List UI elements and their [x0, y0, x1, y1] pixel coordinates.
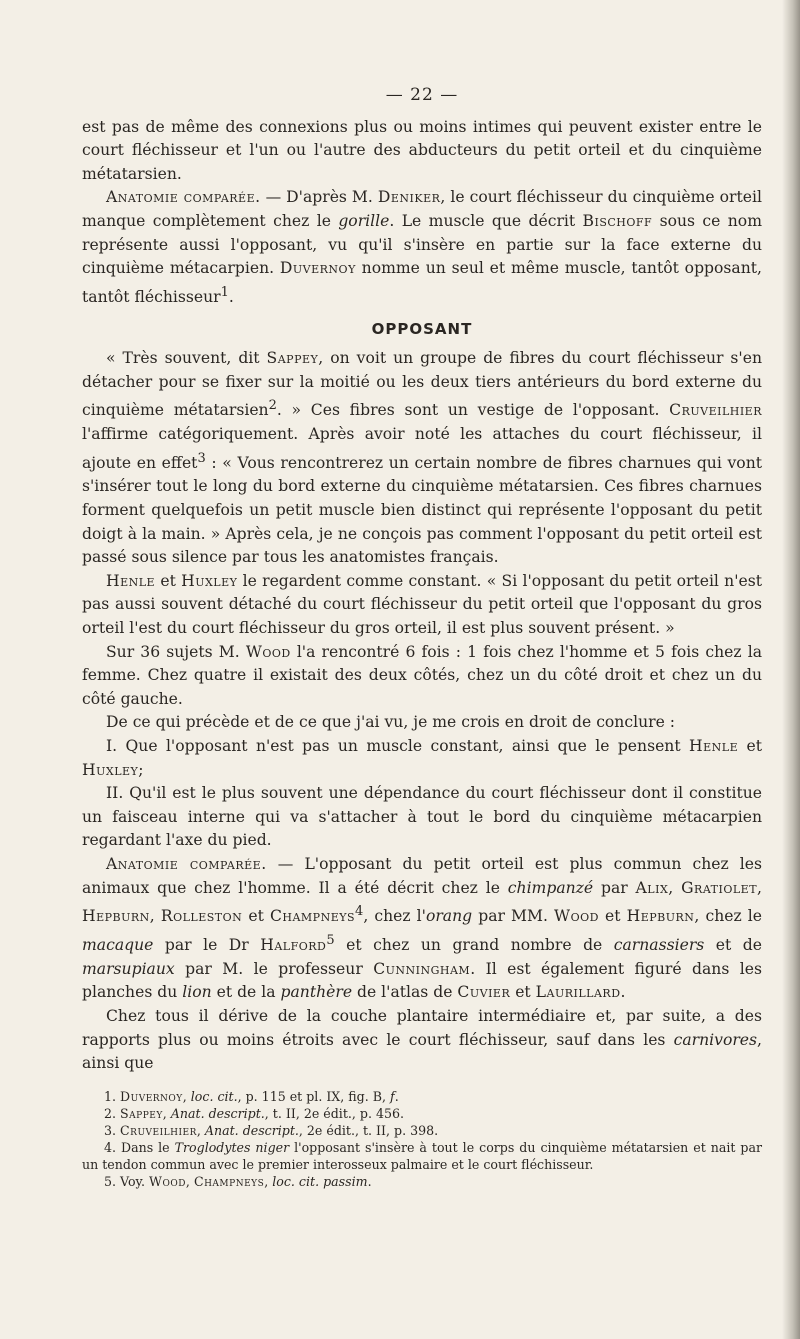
footnote-4	[82, 1139, 762, 1173]
author-name: Henle	[689, 737, 739, 755]
author-name: Duvernoy	[279, 259, 356, 278]
text: et	[242, 907, 270, 926]
page-edge-shadow	[782, 0, 800, 1339]
text: nomme un seul et même muscle, tantôt opposant, tantôt fléchisseur	[82, 259, 762, 306]
text: sous ce nom représente aussi l'opposant, vu qu'il s'insère en partie sur la face externe du cinquième métacarpien.	[82, 211, 762, 278]
author-name: Hepburn	[82, 907, 150, 926]
paragraph-last	[82, 1005, 762, 1076]
author-name: Laurillard	[535, 983, 621, 1002]
text: , chez l'	[363, 907, 426, 926]
text: par le Dr	[153, 936, 261, 955]
footnote-number: 4.	[104, 1139, 121, 1155]
species-name: lion	[182, 983, 212, 1002]
paragraph-anatomie-comparee-2	[82, 853, 762, 1005]
text: et	[738, 737, 762, 755]
text: , t. II, 2e édit., p. 456.	[264, 1105, 405, 1121]
text: , p. 115 et pl. IX, fig. B,	[237, 1088, 391, 1104]
author-name: Hepburn	[626, 907, 695, 926]
citation: loc. cit.	[190, 1088, 238, 1104]
species-name: gorille	[338, 211, 390, 230]
page-number: — 22 —	[385, 85, 459, 105]
text: — D'après M.	[260, 188, 378, 207]
text: Chez tous il dérive de la couche plantaire intermédiaire et, par suite, a des rapports plus ou moins étroits avec le court fléchisseur, sauf dans les	[82, 1006, 762, 1049]
text: Sur 36 sujets M.	[106, 642, 246, 661]
text: .	[620, 983, 626, 1002]
text: .	[367, 1173, 372, 1189]
species-name: marsupiaux	[82, 959, 175, 978]
text: , chez le	[694, 907, 762, 926]
text: — L'opposant du petit orteil est plus commun chez les animaux que chez l'homme. Il a été décrit chez le	[82, 854, 763, 897]
author-name: Duvernoy	[120, 1088, 183, 1104]
paragraph-conclusion-ii: II. Qu'il est le plus souvent une dépendance du court fléchisseur dont il constitue un faisceau interne qui va s'attacher à tout le bord du cinquième métacarpien regardant l'axe du pied.	[82, 784, 762, 850]
text: l'opposant s'insère à tout le corps du cinquième métatarsien et nait par un tendon commun avec le premier interosseux palmaire et le court fléchisseur.	[82, 1139, 762, 1172]
author-name: Alix	[635, 878, 669, 897]
author-name: Cruveilhier	[669, 401, 762, 420]
author-name: Halford	[260, 936, 327, 955]
footnotes	[82, 1088, 762, 1190]
author-name: Sappey	[120, 1105, 163, 1121]
author-name: Cruveilhier	[120, 1122, 197, 1138]
footnote-2	[82, 1105, 762, 1122]
paragraph-intro: est pas de même des connexions plus ou moins intimes qui peuvent exister entre le court fléchisseur et l'un ou l'autre des abducteurs du petit orteil et du cinquième métatarsien.	[82, 117, 762, 183]
text: Dans le	[121, 1139, 175, 1155]
text: , le court fléchisseur du cinquième orteil manque complètement chez le	[82, 188, 762, 230]
footnote-ref: 2	[268, 398, 277, 414]
footnote-number: 2.	[104, 1105, 121, 1121]
text: ,	[149, 907, 161, 926]
text: , ainsi que	[82, 1030, 762, 1073]
footnote-1	[82, 1088, 762, 1105]
text: , 2e édit., t. II, p. 398.	[298, 1122, 439, 1138]
text: ,	[264, 1173, 273, 1189]
text: par	[593, 878, 636, 897]
text: et	[510, 983, 536, 1002]
footnote-3	[82, 1122, 762, 1139]
paragraph-henle	[82, 570, 762, 641]
text: ,	[757, 878, 762, 897]
text: ,	[162, 1105, 171, 1121]
footnote-number: 1.	[104, 1088, 121, 1104]
author-name: Wood	[149, 1173, 186, 1189]
paragraph-conclusion-i	[82, 735, 762, 782]
author-name: Huxley	[82, 760, 139, 779]
text: et chez un grand nombre de	[334, 936, 614, 955]
text: et	[598, 907, 627, 926]
text: . Le muscle que décrit	[389, 211, 583, 230]
page	[82, 84, 762, 1190]
text: ,	[196, 1122, 205, 1138]
author-name: Champneys	[269, 907, 356, 926]
author-name: Cunningham	[373, 959, 471, 978]
author-name: Henle	[106, 571, 156, 590]
species-name: carnivores	[673, 1030, 758, 1049]
text: .	[228, 287, 234, 306]
text: ,	[182, 1088, 191, 1104]
author-name: Champneys	[193, 1173, 265, 1189]
species-name: carnassiers	[613, 936, 705, 955]
text: ,	[668, 878, 682, 897]
text: ,	[185, 1173, 194, 1189]
footnote-number: 3.	[104, 1122, 121, 1138]
text: par M. le professeur	[174, 959, 374, 978]
section-label: Anatomie comparée.	[106, 854, 267, 873]
footnote-ref: 1	[220, 284, 229, 300]
text: « Très souvent, dit	[106, 349, 267, 368]
footnote-number: 5.	[104, 1173, 121, 1189]
footnote-ref: 5	[326, 932, 335, 948]
species-name: orang	[425, 907, 473, 926]
author-name: Wood	[554, 907, 599, 926]
species-name: macaque	[82, 936, 154, 955]
footnote-5	[82, 1173, 762, 1190]
species-name: panthère	[280, 983, 353, 1002]
citation: Anat. descript.	[204, 1122, 299, 1138]
author-name: Deniker	[377, 188, 441, 207]
footnote-ref: 3	[197, 450, 206, 466]
text: l'affirme catégoriquement. Après avoir noté les attaches du court fléchisseur, il ajoute en effet	[82, 425, 762, 472]
species-name: Troglodytes niger	[174, 1139, 290, 1155]
citation: Anat. descript.	[170, 1105, 265, 1121]
author-name: Bischoff	[582, 211, 653, 230]
text: I. Que l'opposant n'est pas un muscle constant, ainsi que le pensent	[106, 737, 690, 755]
text: l'a rencontré 6 fois : 1 fois chez l'homme et 5 fois chez la femme. Chez quatre il existait des deux côtés, chez un du côté droit et chez un du côté gauche.	[82, 642, 762, 708]
text: le regardent comme constant. « Si l'opposant du petit orteil n'est pas aussi souvent détaché du court fléchisseur du petit orteil que l'opposant du gros orteil l'est du court fléchisseur du gros orteil, il est plus souvent présent. »	[82, 571, 762, 638]
text: par MM.	[472, 907, 555, 926]
citation: loc. cit. passim	[272, 1173, 368, 1189]
text: et de	[704, 936, 762, 955]
author-name: Wood	[245, 642, 291, 661]
text: de l'atlas de	[352, 983, 458, 1002]
text: Voy.	[120, 1173, 149, 1189]
text: : « Vous rencontrerez un certain nombre de fibres charnues qui vont s'insérer tout le long du bord externe du cinquième métatarsien. Ces fibres charnues forment quelquefois un petit muscle bien distinct qui représente l'opposant du petit doigt à la main. » Après cela, je ne conçois pas comment l'opposant du petit orteil est passé sous silence par tous les anatomistes français.	[82, 453, 763, 567]
paragraph-conclude: De ce qui précède et de ce que j'ai vu, je me crois en droit de conclure :	[106, 713, 676, 732]
citation: f	[390, 1088, 395, 1104]
text: , on voit un groupe de fibres du court fléchisseur s'en détacher pour se fixer sur la moitié ou les deux tiers antérieurs du bord externe du cinquième métatarsien	[82, 349, 762, 420]
author-name: Sappey	[266, 349, 319, 368]
section-heading: OPPOSANT	[371, 319, 473, 338]
author-name: Rolleston	[160, 907, 243, 926]
footnote-ref: 4	[355, 904, 364, 920]
text: . Il est également figuré dans les planches du	[82, 959, 762, 1002]
author-name: Gratiolet	[681, 878, 758, 897]
author-name: Cuvier	[457, 983, 511, 1002]
text: .	[394, 1088, 399, 1104]
paragraph-wood	[82, 641, 762, 712]
paragraph-anatomie-comparee-1	[82, 186, 762, 309]
author-name: Huxley	[181, 571, 238, 590]
text: ;	[138, 760, 144, 779]
section-label: Anatomie comparée.	[106, 188, 261, 207]
text: et	[155, 571, 182, 590]
text: et de la	[211, 983, 281, 1002]
paragraph-opposant	[82, 347, 762, 570]
species-name: chimpanzé	[507, 878, 594, 897]
text: . » Ces fibres sont un vestige de l'opposant.	[276, 401, 670, 420]
